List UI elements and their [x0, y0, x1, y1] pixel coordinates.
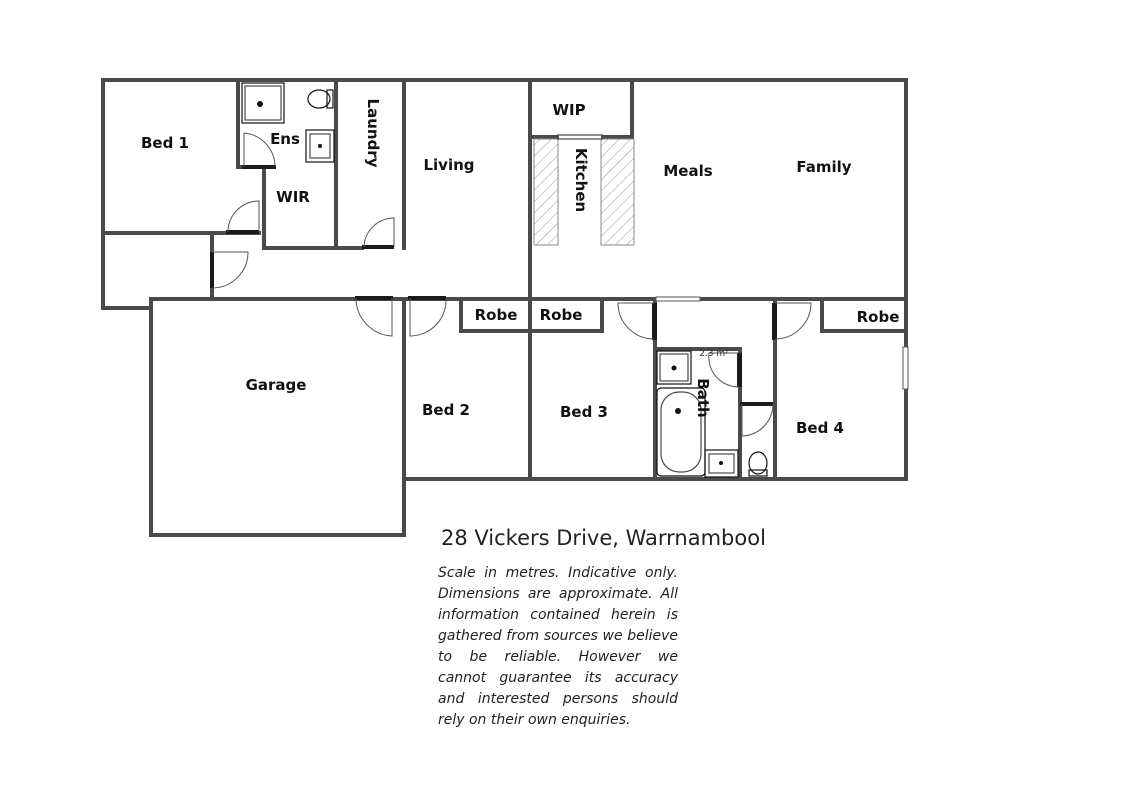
room-label-living: Living [423, 156, 475, 174]
room-label-bed-3: Bed 3 [559, 403, 609, 421]
bath-area-note: 2.3 m² [699, 349, 729, 359]
room-label-bed-2: Bed 2 [421, 401, 471, 419]
room-label-bath: Bath [694, 378, 712, 418]
room-label-wir: WIR [276, 188, 310, 206]
room-labels [141, 99, 899, 437]
room-label-bed-1: Bed 1 [140, 134, 190, 152]
room-label-bed-4: Bed 4 [795, 419, 845, 437]
room-label-robe-bed-4: Robe [856, 308, 900, 326]
disclaimer-text: Scale in metres. Indicative only. Dimensions are approximate. All information contained herein is gathered from sources we believe to be reliable. However we cannot guarantee its accuracy and interested persons should rely on their own enquiries. [438, 565, 678, 728]
fixtures [242, 83, 767, 477]
room-label-ensuite: Ens [270, 130, 300, 148]
room-label-kitchen: Kitchen [572, 147, 590, 213]
room-label-family: Family [796, 158, 852, 176]
room-label-wip: WIP [552, 101, 586, 119]
room-label-garage: Garage [245, 376, 307, 394]
room-label-robe-bed-2: Robe [474, 306, 518, 324]
room-label-laundry: Laundry [364, 98, 382, 168]
room-label-robe-bed-3: Robe [539, 306, 583, 324]
property-address: 28 Vickers Drive, Warrnambool [441, 526, 766, 550]
room-label-meals: Meals [663, 162, 713, 180]
